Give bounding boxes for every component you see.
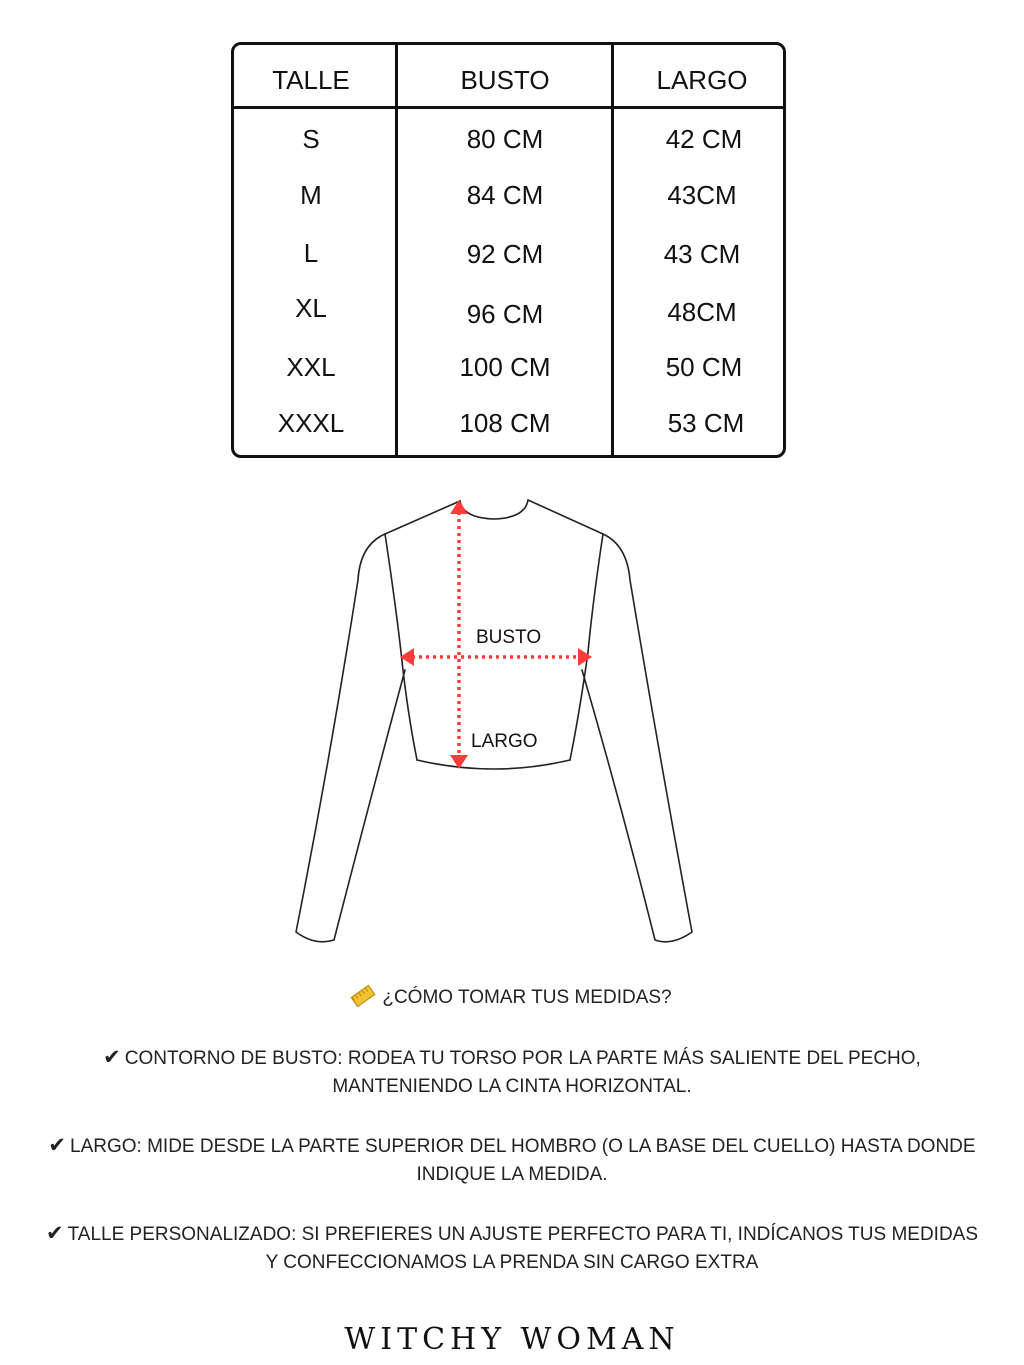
cell-size: XXL [286,352,336,382]
check-icon: ✔ [103,1046,121,1069]
instruction-item [0,1047,1024,1068]
cell-busto: 92 CM [466,239,544,269]
cell-largo: 53 CM [667,408,745,438]
busto-label: BUSTO [476,627,542,648]
cell-busto: 96 CM [466,299,544,329]
instruction-line: CONTORNO DE BUSTO: RODEA TU TORSO POR LA PARTE MÁS SALIENTE DEL PECHO, [124,1048,921,1069]
instruction-item [0,1135,1024,1156]
instruction-line: TALLE PERSONALIZADO: SI PREFIERES UN AJUSTE PERFECTO PARA TI, INDÍCANOS TUS MEDIDAS [67,1224,979,1245]
long-sleeve-top-outline [296,500,692,942]
cell-busto: 108 CM [459,408,551,438]
brand-logo: WITCHY WOMAN [344,1322,680,1357]
header-talle: TALLE [272,65,350,95]
cell-largo: 42 CM [665,124,743,154]
cell-largo: 50 CM [665,352,743,382]
instruction-line: INDIQUE LA MEDIDA. [416,1164,608,1185]
cell-size: S [302,124,320,154]
cell-size: XL [295,293,327,323]
header-busto: BUSTO [460,65,550,95]
instruction-item [0,1223,1024,1244]
cell-busto: 84 CM [466,180,544,210]
cell-size: M [300,180,322,210]
check-icon: ✔ [45,1222,64,1245]
instruction-line: Y CONFECCIONAMOS LA PRENDA SIN CARGO EXTRA [265,1252,759,1273]
instructions-heading [0,988,1024,1007]
header-largo: LARGO [656,65,748,95]
cell-size: L [303,238,319,268]
ruler-icon [351,985,376,1007]
check-icon: ✔ [48,1134,67,1157]
heading-text: ¿CÓMO TOMAR TUS MEDIDAS? [382,987,672,1008]
cell-largo: 43 CM [663,239,741,269]
cell-busto: 80 CM [466,124,544,154]
instruction-line: MANTENIENDO LA CINTA HORIZONTAL. [332,1076,692,1097]
arrow-right-icon [578,648,592,666]
arrow-up-icon [450,500,468,514]
cell-largo: 48CM [667,297,737,327]
cell-size: XXXL [277,408,345,438]
cell-busto: 100 CM [459,352,551,382]
cell-largo: 43CM [667,180,737,210]
largo-label: LARGO [471,731,538,752]
instruction-line: LARGO: MIDE DESDE LA PARTE SUPERIOR DEL HOMBRO (O LA BASE DEL CUELLO) HASTA DONDE [70,1136,976,1157]
